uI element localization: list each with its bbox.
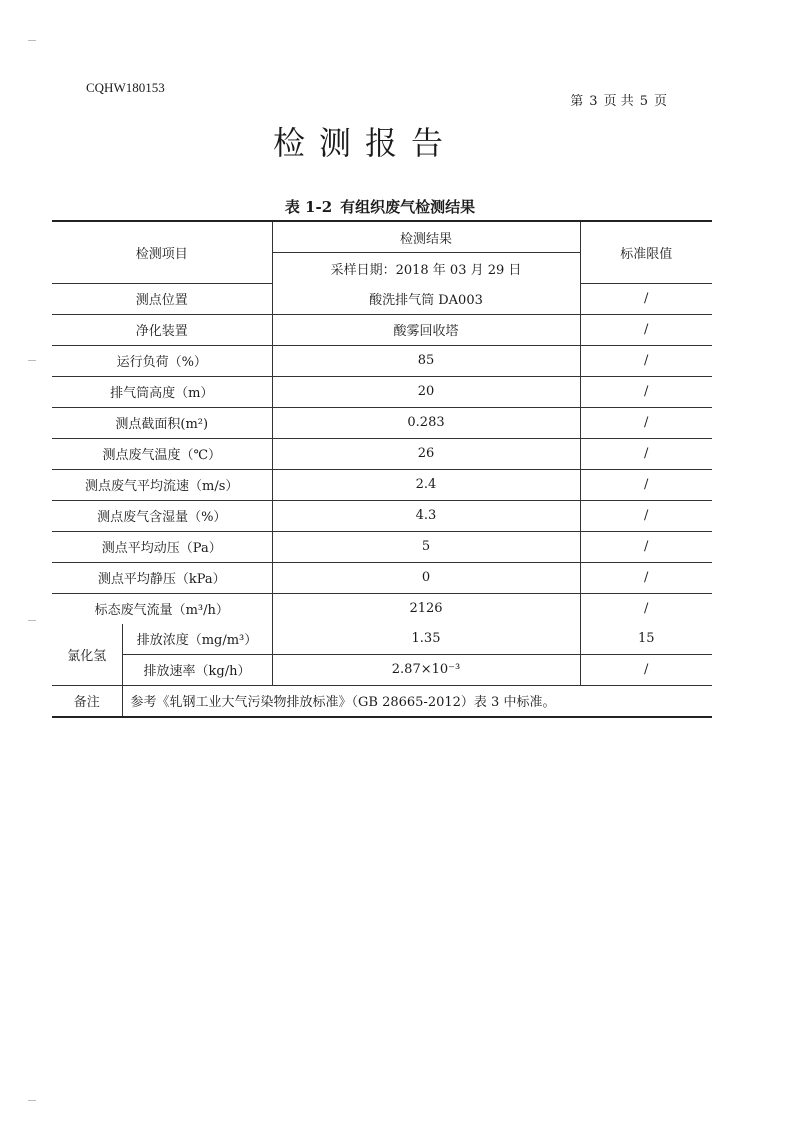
page-label-prefix: 第: [570, 94, 584, 109]
cell-result: 26: [272, 438, 580, 469]
pollutant-name: 氯化氢: [52, 624, 122, 686]
cell-limit: /: [580, 376, 712, 407]
table-row: [52, 438, 712, 469]
result-table: [52, 220, 712, 718]
cell-limit: /: [580, 469, 712, 500]
table-row: [52, 562, 712, 593]
binding-mark: [28, 620, 36, 621]
cell-result: 0.283: [272, 407, 580, 438]
table-row: [52, 593, 712, 624]
cell-item: 运行负荷（%）: [52, 345, 272, 376]
cell-item: 测点废气平均流速（m/s）: [52, 469, 272, 500]
cell-limit: /: [580, 562, 712, 593]
binding-mark: [28, 1100, 36, 1101]
cell-result: 2126: [272, 593, 580, 624]
cell-result: 85: [272, 345, 580, 376]
table-row: [52, 283, 712, 314]
remark-text: 参考《轧钢工业大气污染物排放标准》（GB 28665-2012）表 3 中标准。: [122, 685, 712, 717]
page-label-mid: 页 共: [603, 94, 634, 109]
table-row: [52, 531, 712, 562]
cell-item: 排放浓度（mg/m³）: [122, 624, 272, 655]
report-number: CQHW180153: [86, 80, 165, 95]
table-row: [52, 407, 712, 438]
cell-result: 2.87×10⁻³: [272, 654, 580, 685]
table-row: [52, 469, 712, 500]
cell-item: 测点平均动压（Pa）: [52, 531, 272, 562]
cell-limit: /: [580, 407, 712, 438]
table-row: [52, 654, 712, 685]
cell-result: 酸洗排气筒 DA003: [272, 283, 580, 314]
table-row: [52, 500, 712, 531]
cell-result: 20: [272, 376, 580, 407]
table-row: [52, 345, 712, 376]
cell-limit: /: [580, 531, 712, 562]
page-title: 检测报告: [272, 124, 457, 162]
cell-result: 0: [272, 562, 580, 593]
cell-result: 1.35: [272, 624, 580, 655]
cell-item: 排气筒高度（m）: [52, 376, 272, 407]
cell-item: 排放速率（kg/h）: [122, 654, 272, 685]
cell-limit: /: [580, 438, 712, 469]
page-label-suffix: 页: [653, 94, 667, 109]
table-header-row: [52, 221, 712, 253]
remark-label: 备注: [52, 685, 122, 717]
sampling-date: 采样日期：2018 年 03 月 29 日: [272, 253, 580, 284]
remark-row: [52, 685, 712, 717]
header-limit: 标准限值: [580, 221, 712, 283]
cell-limit: /: [580, 593, 712, 624]
cell-item: 测点废气含湿量（%）: [52, 500, 272, 531]
page-indicator: [567, 90, 670, 109]
cell-item: 测点废气温度（℃）: [52, 438, 272, 469]
binding-mark: [28, 40, 36, 41]
header-item: 检测项目: [52, 221, 272, 283]
page-total: 5: [639, 94, 648, 109]
cell-result: 4.3: [272, 500, 580, 531]
cell-result: 酸雾回收塔: [272, 314, 580, 345]
cell-limit: /: [580, 654, 712, 685]
page-current: 3: [589, 94, 598, 109]
table-row: [52, 624, 712, 655]
cell-limit: 15: [580, 624, 712, 655]
cell-item: 测点位置: [52, 283, 272, 314]
cell-limit: /: [580, 283, 712, 314]
cell-limit: /: [580, 500, 712, 531]
table-number: 表 1-2: [284, 198, 333, 216]
cell-limit: /: [580, 314, 712, 345]
cell-limit: /: [580, 345, 712, 376]
binding-mark: [28, 360, 36, 361]
table-caption: [0, 196, 760, 217]
cell-result: 5: [272, 531, 580, 562]
cell-item: 测点平均静压（kPa）: [52, 562, 272, 593]
table-caption-text: 有组织废气检测结果: [340, 198, 476, 216]
table-row: [52, 376, 712, 407]
cell-item: 净化装置: [52, 314, 272, 345]
cell-item: 测点截面积(m²): [52, 407, 272, 438]
header-result: 检测结果: [272, 221, 580, 253]
cell-item: 标态废气流量（m³/h）: [52, 593, 272, 624]
cell-result: 2.4: [272, 469, 580, 500]
table-row: [52, 314, 712, 345]
